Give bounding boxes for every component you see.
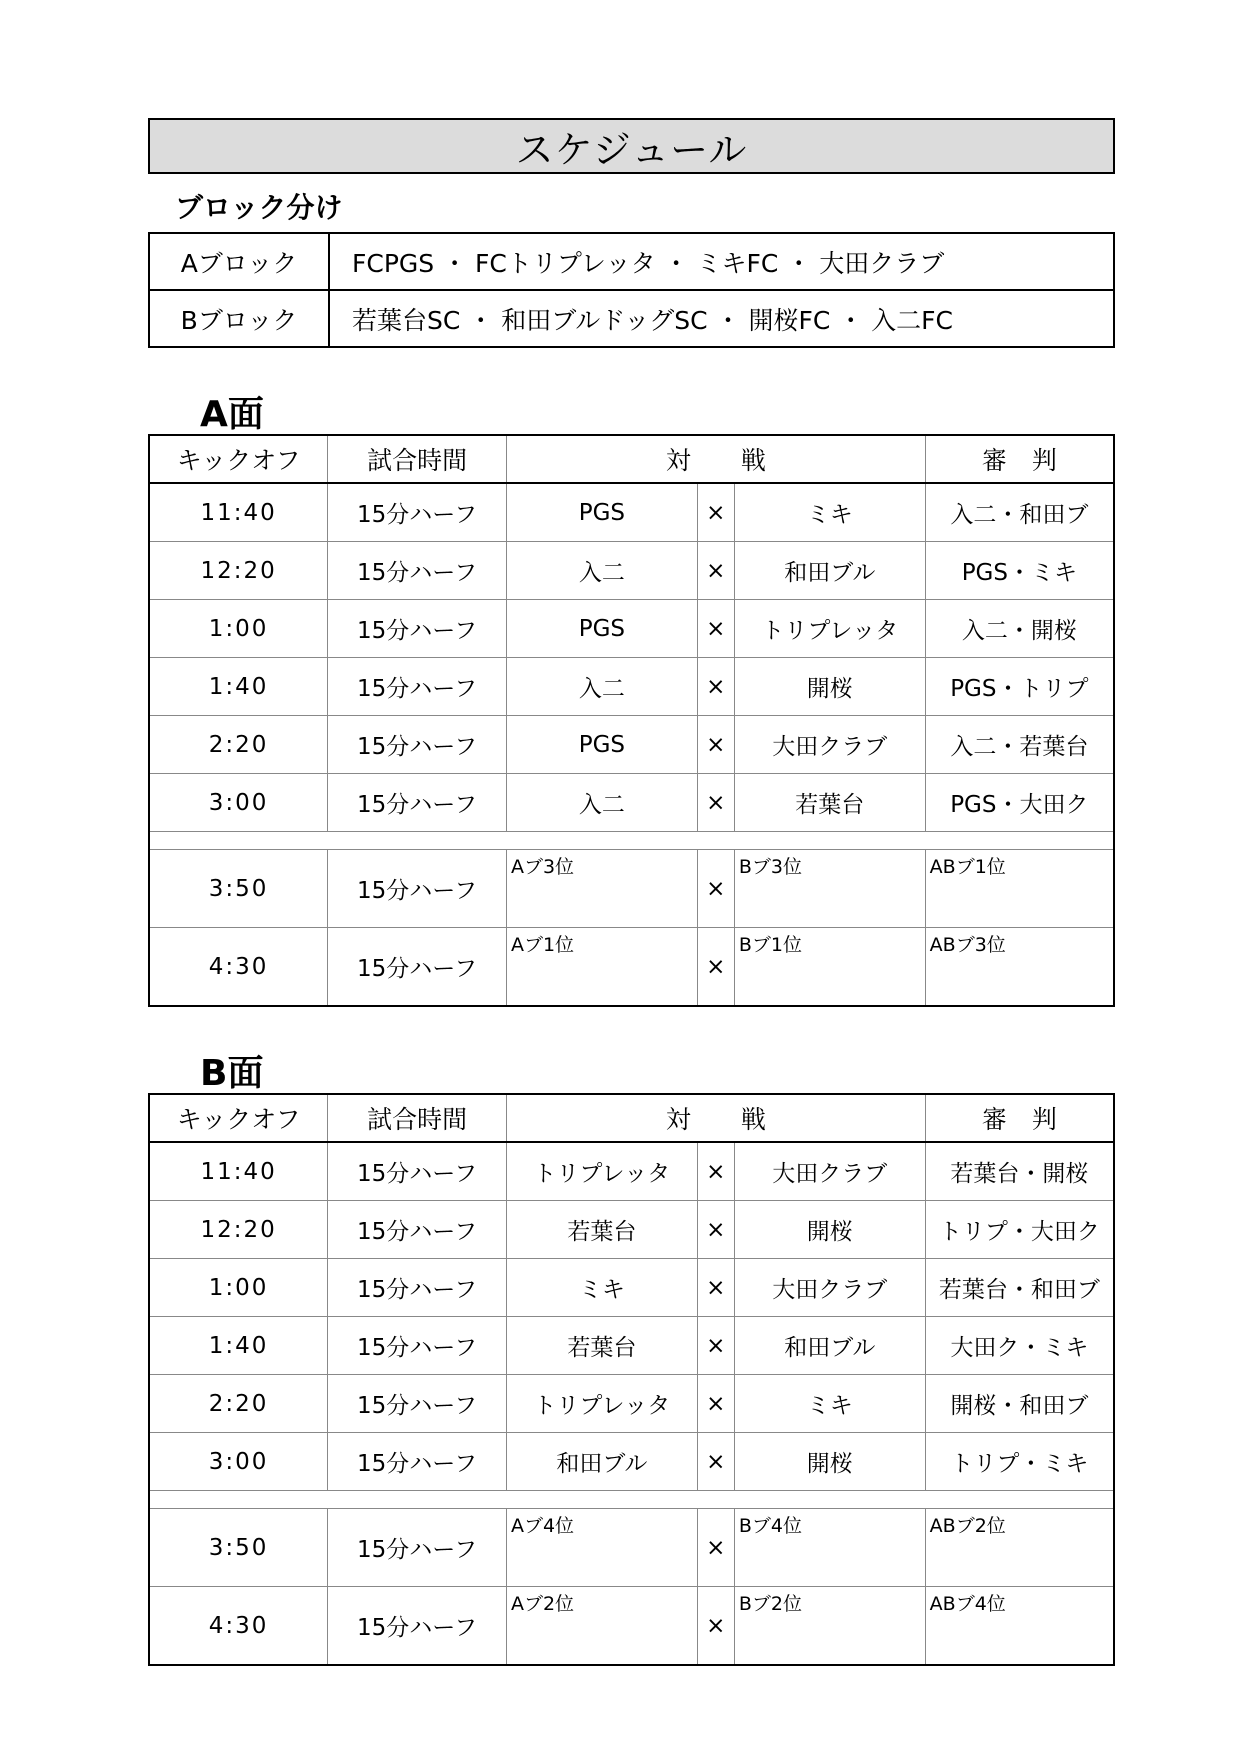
referee-teams: 若葉台・開桜 bbox=[925, 1142, 1114, 1201]
header-row bbox=[149, 435, 1114, 483]
away-team: 和田ブル bbox=[734, 542, 925, 600]
block-name: Aブロック bbox=[149, 233, 329, 290]
referee-teams: トリプ・大田ク bbox=[925, 1201, 1114, 1259]
home-team: 若葉台 bbox=[506, 1201, 697, 1259]
vs-mark: × bbox=[697, 850, 734, 928]
match-duration: 15分ハーフ bbox=[328, 1433, 507, 1491]
spacer-row bbox=[149, 832, 1114, 850]
kickoff-header: キックオフ bbox=[149, 1094, 328, 1142]
spacer-cell bbox=[149, 1491, 1114, 1509]
kickoff-time: 4:30 bbox=[149, 1587, 328, 1666]
vs-mark: × bbox=[697, 1509, 734, 1587]
spacer-row bbox=[149, 1491, 1114, 1509]
away-slot: Bブ1位 bbox=[734, 928, 925, 1007]
block-row bbox=[149, 233, 1114, 290]
kickoff-time: 11:40 bbox=[149, 1142, 328, 1201]
vs-mark: × bbox=[697, 600, 734, 658]
away-team: 若葉台 bbox=[734, 774, 925, 832]
match-duration: 15分ハーフ bbox=[328, 928, 507, 1007]
kickoff-time: 3:50 bbox=[149, 850, 328, 928]
game-row bbox=[149, 1142, 1114, 1201]
final-row bbox=[149, 1587, 1114, 1666]
game-row bbox=[149, 658, 1114, 716]
match-duration: 15分ハーフ bbox=[328, 1259, 507, 1317]
kickoff-time: 3:00 bbox=[149, 1433, 328, 1491]
match-duration: 15分ハーフ bbox=[328, 483, 507, 542]
vs-mark: × bbox=[697, 1587, 734, 1666]
referee-teams: 入二・若葉台 bbox=[925, 716, 1114, 774]
vs-mark: × bbox=[697, 542, 734, 600]
game-row bbox=[149, 716, 1114, 774]
away-slot: Bブ2位 bbox=[734, 1587, 925, 1666]
home-team: PGS bbox=[506, 716, 697, 774]
home-team: トリプレッタ bbox=[506, 1375, 697, 1433]
block-teams: 若葉台SC ・ 和田ブルドッグSC ・ 開桜FC ・ 入二FC bbox=[329, 290, 1114, 347]
vs-mark: × bbox=[697, 774, 734, 832]
away-team: 和田ブル bbox=[734, 1317, 925, 1375]
kickoff-time: 12:20 bbox=[149, 1201, 328, 1259]
away-team: ミキ bbox=[734, 1375, 925, 1433]
kickoff-time: 11:40 bbox=[149, 483, 328, 542]
block-heading: ブロック分け bbox=[175, 191, 343, 224]
referee-teams: PGS・トリプ bbox=[925, 658, 1114, 716]
vs-mark: × bbox=[697, 716, 734, 774]
home-slot: Aブ2位 bbox=[506, 1587, 697, 1666]
vs-mark: × bbox=[697, 1142, 734, 1201]
block-name: Bブロック bbox=[149, 290, 329, 347]
home-team: トリプレッタ bbox=[506, 1142, 697, 1201]
vs-mark: × bbox=[697, 1317, 734, 1375]
page-title: スケジュール bbox=[148, 118, 1115, 174]
home-team: 入二 bbox=[506, 774, 697, 832]
match-duration: 15分ハーフ bbox=[328, 1142, 507, 1201]
referee-slot: ABブ2位 bbox=[925, 1509, 1114, 1587]
vs-mark: × bbox=[697, 1433, 734, 1491]
match-duration: 15分ハーフ bbox=[328, 774, 507, 832]
referee-teams: 若葉台・和田ブ bbox=[925, 1259, 1114, 1317]
game-row bbox=[149, 774, 1114, 832]
away-slot: Bブ4位 bbox=[734, 1509, 925, 1587]
referee-teams: 入二・開桜 bbox=[925, 600, 1114, 658]
home-team: ミキ bbox=[506, 1259, 697, 1317]
match-duration: 15分ハーフ bbox=[328, 716, 507, 774]
kickoff-time: 12:20 bbox=[149, 542, 328, 600]
vs-mark: × bbox=[697, 658, 734, 716]
match-header: 対 戦 bbox=[506, 1094, 925, 1142]
referee-teams: 入二・和田ブ bbox=[925, 483, 1114, 542]
referee-teams: PGS・大田ク bbox=[925, 774, 1114, 832]
final-row bbox=[149, 1509, 1114, 1587]
away-team: 大田クラブ bbox=[734, 1259, 925, 1317]
away-team: トリプレッタ bbox=[734, 600, 925, 658]
game-row bbox=[149, 1259, 1114, 1317]
home-team: 入二 bbox=[506, 542, 697, 600]
match-duration: 15分ハーフ bbox=[328, 658, 507, 716]
away-team: ミキ bbox=[734, 483, 925, 542]
kickoff-time: 3:00 bbox=[149, 774, 328, 832]
referee-teams: PGS・ミキ bbox=[925, 542, 1114, 600]
referee-slot: ABブ3位 bbox=[925, 928, 1114, 1007]
home-slot: Aブ4位 bbox=[506, 1509, 697, 1587]
home-slot: Aブ1位 bbox=[506, 928, 697, 1007]
home-team: 入二 bbox=[506, 658, 697, 716]
match-duration: 15分ハーフ bbox=[328, 1201, 507, 1259]
block-teams: FCPGS ・ FCトリプレッタ ・ ミキFC ・ 大田クラブ bbox=[329, 233, 1114, 290]
match-duration: 15分ハーフ bbox=[328, 600, 507, 658]
vs-mark: × bbox=[697, 1201, 734, 1259]
match-duration: 15分ハーフ bbox=[328, 850, 507, 928]
game-row bbox=[149, 1317, 1114, 1375]
vs-mark: × bbox=[697, 1375, 734, 1433]
referee-teams: 開桜・和田ブ bbox=[925, 1375, 1114, 1433]
kickoff-header: キックオフ bbox=[149, 435, 328, 483]
away-team: 開桜 bbox=[734, 658, 925, 716]
final-row bbox=[149, 850, 1114, 928]
game-row bbox=[149, 600, 1114, 658]
kickoff-time: 1:40 bbox=[149, 1317, 328, 1375]
duration-header: 試合時間 bbox=[328, 435, 507, 483]
home-slot: Aブ3位 bbox=[506, 850, 697, 928]
kickoff-time: 1:40 bbox=[149, 658, 328, 716]
kickoff-time: 2:20 bbox=[149, 716, 328, 774]
field-b-label: B面 bbox=[200, 1053, 264, 1094]
final-row bbox=[149, 928, 1114, 1007]
game-row bbox=[149, 1201, 1114, 1259]
match-duration: 15分ハーフ bbox=[328, 1375, 507, 1433]
game-row bbox=[149, 542, 1114, 600]
kickoff-time: 3:50 bbox=[149, 1509, 328, 1587]
header-row bbox=[149, 1094, 1114, 1142]
referee-slot: ABブ1位 bbox=[925, 850, 1114, 928]
game-row bbox=[149, 1375, 1114, 1433]
away-team: 開桜 bbox=[734, 1201, 925, 1259]
spacer-cell bbox=[149, 832, 1114, 850]
field-b-schedule bbox=[148, 1093, 1115, 1666]
referee-teams: 大田ク・ミキ bbox=[925, 1317, 1114, 1375]
referee-slot: ABブ4位 bbox=[925, 1587, 1114, 1666]
game-row bbox=[149, 1433, 1114, 1491]
kickoff-time: 1:00 bbox=[149, 600, 328, 658]
home-team: PGS bbox=[506, 600, 697, 658]
kickoff-time: 2:20 bbox=[149, 1375, 328, 1433]
vs-mark: × bbox=[697, 483, 734, 542]
field-a-schedule bbox=[148, 434, 1115, 1007]
away-team: 大田クラブ bbox=[734, 716, 925, 774]
vs-mark: × bbox=[697, 928, 734, 1007]
kickoff-time: 4:30 bbox=[149, 928, 328, 1007]
kickoff-time: 1:00 bbox=[149, 1259, 328, 1317]
match-duration: 15分ハーフ bbox=[328, 542, 507, 600]
away-team: 開桜 bbox=[734, 1433, 925, 1491]
home-team: 若葉台 bbox=[506, 1317, 697, 1375]
field-a-label: A面 bbox=[200, 394, 264, 435]
away-team: 大田クラブ bbox=[734, 1142, 925, 1201]
home-team: 和田ブル bbox=[506, 1433, 697, 1491]
home-team: PGS bbox=[506, 483, 697, 542]
away-slot: Bブ3位 bbox=[734, 850, 925, 928]
match-duration: 15分ハーフ bbox=[328, 1509, 507, 1587]
vs-mark: × bbox=[697, 1259, 734, 1317]
game-row bbox=[149, 483, 1114, 542]
match-header: 対 戦 bbox=[506, 435, 925, 483]
match-duration: 15分ハーフ bbox=[328, 1317, 507, 1375]
block-row bbox=[149, 290, 1114, 347]
referee-header: 審 判 bbox=[925, 1094, 1114, 1142]
referee-header: 審 判 bbox=[925, 435, 1114, 483]
block-table bbox=[148, 232, 1115, 348]
duration-header: 試合時間 bbox=[328, 1094, 507, 1142]
referee-teams: トリプ・ミキ bbox=[925, 1433, 1114, 1491]
match-duration: 15分ハーフ bbox=[328, 1587, 507, 1666]
